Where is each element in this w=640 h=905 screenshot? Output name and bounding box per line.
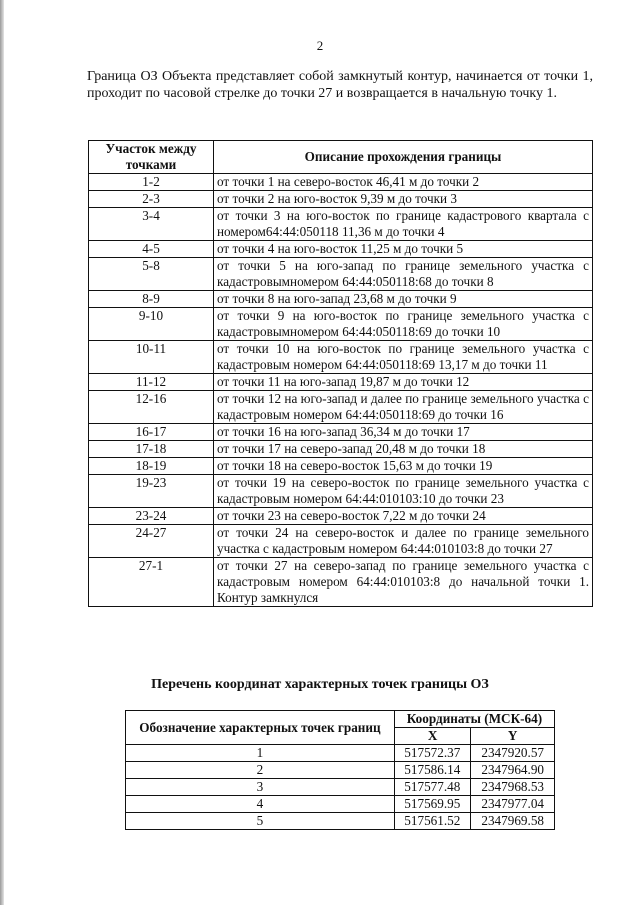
y-cell: 2347964.90 — [471, 762, 555, 779]
x-cell: 517586.14 — [394, 762, 470, 779]
header-description: Описание прохождения границы — [214, 141, 593, 174]
description-cell: от точки 19 на северо-восток по границе земельного участка с кадастровым номером 64:44:010103:10 до точки 23 — [214, 475, 593, 508]
segment-cell: 4-5 — [89, 241, 214, 258]
description-cell: от точки 16 на юго-запад 36,34 м до точки 17 — [214, 424, 593, 441]
description-cell: от точки 3 на юго-восток по границе кадастрового квартала с номером64:44:050118 11,36 м до точки 4 — [214, 208, 593, 241]
table-row — [126, 762, 555, 779]
table-row — [89, 391, 593, 424]
table-row — [126, 813, 555, 830]
header-x: X — [394, 728, 470, 745]
header-point-designation: Обозначение характерных точек границ — [126, 711, 395, 745]
y-cell: 2347968.53 — [471, 779, 555, 796]
segment-cell: 19-23 — [89, 475, 214, 508]
table-row — [89, 308, 593, 341]
coordinates-table — [125, 710, 555, 830]
description-cell: от точки 12 на юго-запад и далее по границе земельного участка с кадастровым номером 64:44:050118:69 до точки 16 — [214, 391, 593, 424]
y-cell: 2347977.04 — [471, 796, 555, 813]
segment-cell: 1-2 — [89, 174, 214, 191]
segment-cell: 8-9 — [89, 291, 214, 308]
segment-cell: 23-24 — [89, 508, 214, 525]
boundary-table-header — [89, 141, 593, 174]
segment-cell: 3-4 — [89, 208, 214, 241]
table-row — [89, 441, 593, 458]
table-row — [89, 191, 593, 208]
description-cell: от точки 27 на северо-запад по границе земельного участка с кадастровым номером 64:44:010103:8 до начальной точки 1. Контур замкнулся — [214, 558, 593, 607]
table-row — [89, 475, 593, 508]
table-row — [89, 525, 593, 558]
y-cell: 2347920.57 — [471, 745, 555, 762]
header-segment: Участок между точками — [89, 141, 214, 174]
description-cell: от точки 23 на северо-восток 7,22 м до точки 24 — [214, 508, 593, 525]
description-cell: от точки 17 на северо-запад 20,48 м до точки 18 — [214, 441, 593, 458]
description-cell: от точки 24 на северо-восток и далее по границе земельного участка с кадастровым номером 64:44:010103:8 до точки 27 — [214, 525, 593, 558]
header-coordinates: Координаты (МСК-64) — [394, 711, 554, 728]
description-cell: от точки 5 на юго-запад по границе земельного участка с кадастровымномером 64:44:050118:68 до точки 8 — [214, 258, 593, 291]
segment-cell: 10-11 — [89, 341, 214, 374]
table-row — [89, 424, 593, 441]
point-cell: 3 — [126, 779, 395, 796]
boundary-description-table — [88, 140, 593, 607]
description-cell: от точки 9 на юго-восток по границе земельного участка с кадастровымномером 64:44:050118:69 до точки 10 — [214, 308, 593, 341]
coords-header-row-1 — [126, 711, 555, 728]
point-cell: 5 — [126, 813, 395, 830]
scan-edge-shadow — [0, 0, 4, 905]
description-cell: от точки 10 на юго-восток по границе земельного участка с кадастровым номером 64:44:050118:69 13,17 м до точки 11 — [214, 341, 593, 374]
table-row — [89, 341, 593, 374]
x-cell: 517577.48 — [394, 779, 470, 796]
table-row — [126, 779, 555, 796]
y-cell: 2347969.58 — [471, 813, 555, 830]
description-cell: от точки 2 на юго-восток 9,39 м до точки 3 — [214, 191, 593, 208]
page-number: 2 — [316, 38, 324, 53]
description-cell: от точки 4 на юго-восток 11,25 м до точки 5 — [214, 241, 593, 258]
description-cell: от точки 11 на юго-запад 19,87 м до точки 12 — [214, 374, 593, 391]
table-row — [89, 558, 593, 607]
table-row — [89, 374, 593, 391]
boundary-table-body — [89, 174, 593, 607]
segment-cell: 17-18 — [89, 441, 214, 458]
description-cell: от точки 8 на юго-запад 23,68 м до точки 9 — [214, 291, 593, 308]
segment-cell: 5-8 — [89, 258, 214, 291]
table-row — [126, 796, 555, 813]
coords-table-title: Перечень координат характерных точек границы ОЗ — [151, 677, 489, 692]
description-cell: от точки 18 на северо-восток 15,63 м до точки 19 — [214, 458, 593, 475]
segment-cell: 2-3 — [89, 191, 214, 208]
coords-table-body — [126, 745, 555, 830]
x-cell: 517572.37 — [394, 745, 470, 762]
table-row — [89, 508, 593, 525]
table-row — [126, 745, 555, 762]
point-cell: 1 — [126, 745, 395, 762]
point-cell: 2 — [126, 762, 395, 779]
segment-cell: 27-1 — [89, 558, 214, 607]
point-cell: 4 — [126, 796, 395, 813]
segment-cell: 12-16 — [89, 391, 214, 424]
description-cell: от точки 1 на северо-восток 46,41 м до точки 2 — [214, 174, 593, 191]
x-cell: 517561.52 — [394, 813, 470, 830]
segment-cell: 24-27 — [89, 525, 214, 558]
segment-cell: 11-12 — [89, 374, 214, 391]
header-y: Y — [471, 728, 555, 745]
table-row — [89, 174, 593, 191]
table-row — [89, 241, 593, 258]
table-row — [89, 291, 593, 308]
table-row — [89, 258, 593, 291]
intro-paragraph: Граница ОЗ Объекта представляет собой замкнутый контур, начинается от точки 1, проходит по часовой стрелке до точки 27 и возвращается в начальную точку 1. — [87, 69, 593, 101]
table-row — [89, 208, 593, 241]
table-row — [89, 458, 593, 475]
segment-cell: 16-17 — [89, 424, 214, 441]
segment-cell: 9-10 — [89, 308, 214, 341]
segment-cell: 18-19 — [89, 458, 214, 475]
x-cell: 517569.95 — [394, 796, 470, 813]
